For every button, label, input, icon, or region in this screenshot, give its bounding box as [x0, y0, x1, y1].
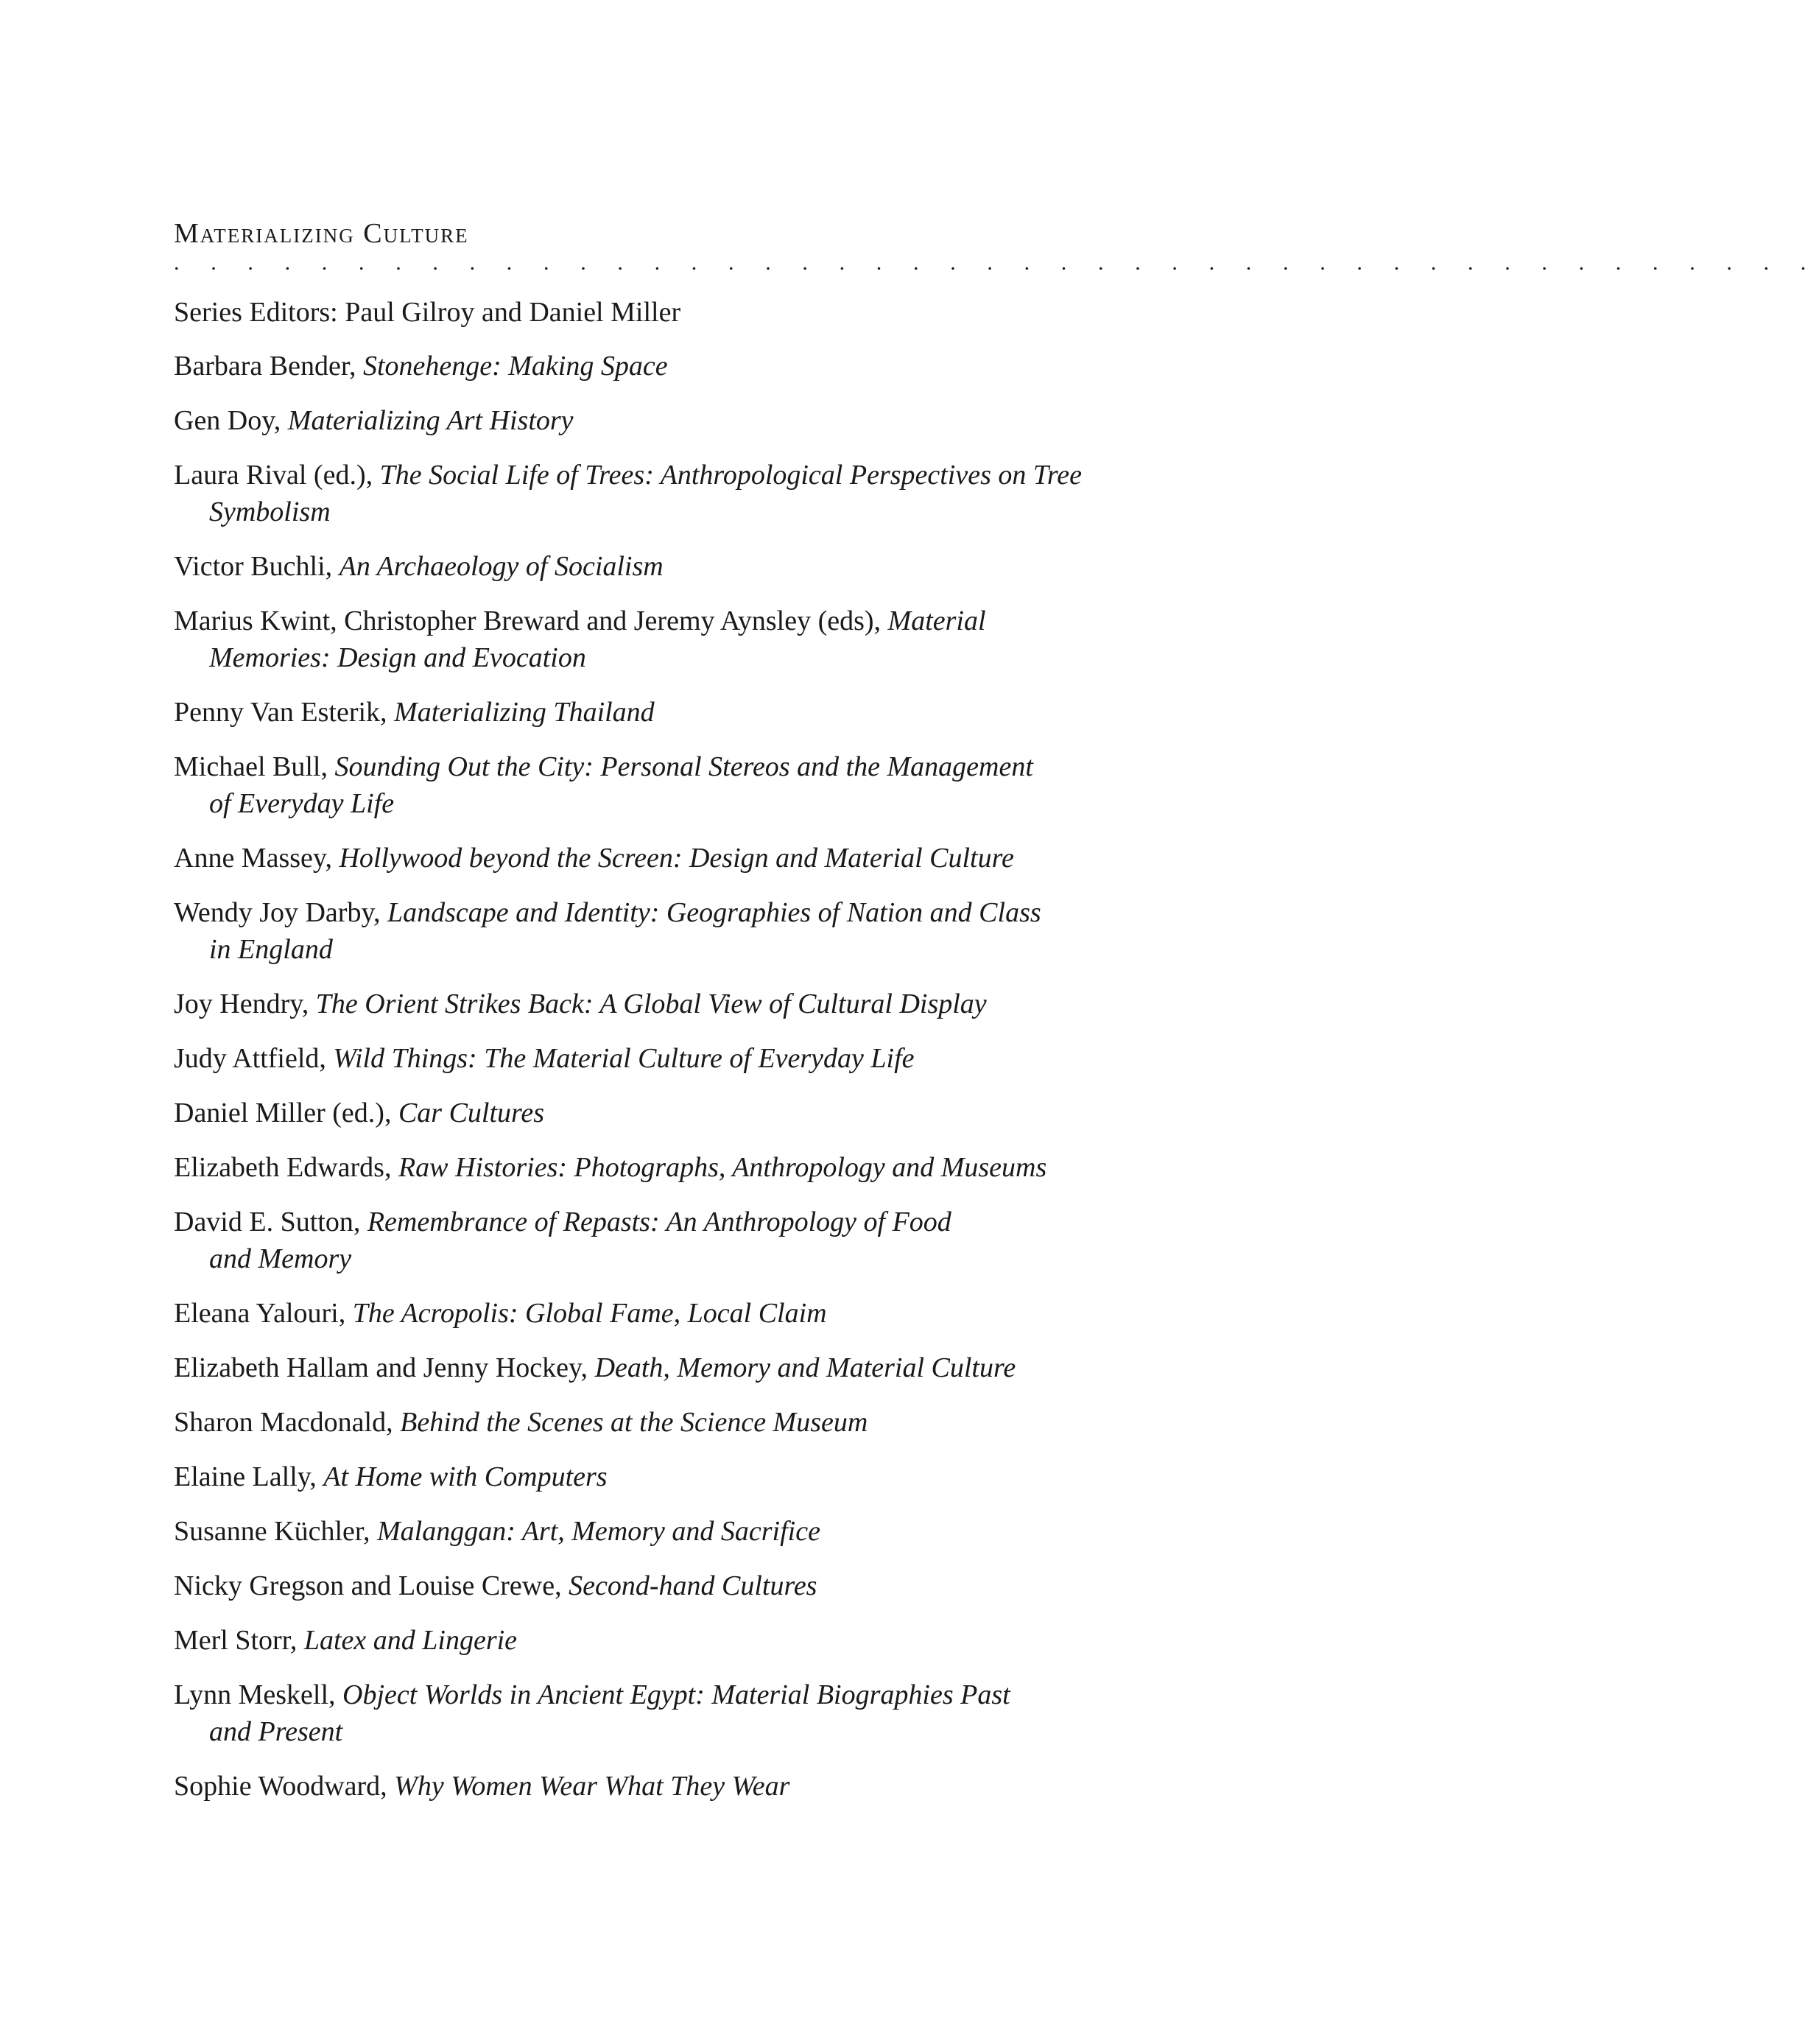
- book-author: Michael Bull,: [174, 751, 335, 782]
- book-entry: [174, 1768, 1190, 1805]
- book-author: Nicky Gregson and Louise Crewe,: [174, 1570, 569, 1601]
- book-title: An Archaeology of Socialism: [339, 551, 664, 582]
- book-author: Anne Massey,: [174, 843, 339, 874]
- book-entry: [174, 1567, 1190, 1604]
- book-title: Remembrance of Repasts: An Anthropology of Food: [367, 1207, 951, 1237]
- book-author: Victor Buchli,: [174, 551, 339, 582]
- book-author: Merl Storr,: [174, 1625, 304, 1656]
- dotted-rule: . . . . . . . . . . . . . . . . . . . . . . . . . . . . . . . . . . . . . . . . . . . . .: [174, 250, 1819, 275]
- book-title-continued: in England: [209, 934, 333, 965]
- book-entry: [174, 894, 1190, 968]
- book-entry: [174, 1404, 1190, 1441]
- book-title: Second-hand Cultures: [569, 1570, 817, 1601]
- book-entry: [174, 694, 1190, 731]
- book-title: Death, Memory and Material Culture: [594, 1352, 1016, 1383]
- book-author: Elaine Lally,: [174, 1461, 324, 1492]
- book-title-continued: of Everyday Life: [209, 788, 395, 819]
- book-author: Elizabeth Edwards,: [174, 1152, 398, 1183]
- book-title: Wild Things: The Material Culture of Everyday Life: [333, 1043, 915, 1074]
- series-title: Materializing Culture: [174, 218, 469, 249]
- book-entry: [174, 1676, 1190, 1750]
- book-entry: [174, 1513, 1190, 1550]
- book-entry: [174, 1622, 1190, 1659]
- book-entry: [174, 348, 1190, 384]
- book-title: The Acropolis: Global Fame, Local Claim: [352, 1298, 827, 1329]
- book-title: The Social Life of Trees: Anthropological Perspectives on Tree: [379, 460, 1083, 491]
- book-entry: [174, 1149, 1190, 1186]
- book-author: Gen Doy,: [174, 405, 288, 436]
- book-author: Barbara Bender,: [174, 351, 363, 382]
- book-entry: [174, 1349, 1190, 1386]
- book-author: Elizabeth Hallam and Jenny Hockey,: [174, 1352, 595, 1383]
- book-title: Raw Histories: Photographs, Anthropology and Museums: [398, 1152, 1047, 1183]
- book-title: The Orient Strikes Back: A Global View of Cultural Display: [315, 988, 987, 1019]
- book-entry: [174, 402, 1190, 439]
- book-entry: [174, 1458, 1190, 1495]
- book-entry: [174, 1204, 1190, 1277]
- book-author: David E. Sutton,: [174, 1207, 367, 1237]
- book-title: Why Women Wear What They Wear: [394, 1771, 790, 1802]
- series-editors: Series Editors: Paul Gilroy and Daniel Miller: [174, 297, 681, 328]
- series-header: [174, 218, 1819, 275]
- book-entry: [174, 1095, 1190, 1131]
- book-author: Sophie Woodward,: [174, 1771, 395, 1802]
- book-title: Material: [887, 605, 986, 636]
- book-title: Car Cultures: [398, 1097, 545, 1128]
- book-author: Joy Hendry,: [174, 988, 316, 1019]
- book-author: Susanne Küchler,: [174, 1516, 378, 1547]
- book-title: Object Worlds in Ancient Egypt: Material Biographies Past: [342, 1679, 1010, 1710]
- book-title: Latex and Lingerie: [303, 1625, 518, 1656]
- book-author: Penny Van Esterik,: [174, 697, 395, 728]
- book-entry: [174, 1295, 1190, 1332]
- book-list: [174, 348, 1190, 1822]
- book-author: Laura Rival (ed.),: [174, 460, 380, 491]
- book-entry: [174, 457, 1190, 530]
- book-title: Landscape and Identity: Geographies of Nation and Class: [387, 897, 1041, 928]
- book-entry: [174, 603, 1190, 676]
- book-author: Lynn Meskell,: [174, 1679, 343, 1710]
- book-title: Hollywood beyond the Screen: Design and Material Culture: [339, 843, 1014, 874]
- book-entry: [174, 748, 1190, 822]
- book-entry: [174, 548, 1190, 585]
- book-title-continued: Symbolism: [209, 496, 331, 527]
- book-title: At Home with Computers: [323, 1461, 608, 1492]
- book-entry: [174, 840, 1190, 877]
- book-title: Malanggan: Art, Memory and Sacrifice: [377, 1516, 820, 1547]
- book-title-continued: Memories: Design and Evocation: [209, 642, 586, 673]
- book-title-continued: and Memory: [209, 1243, 352, 1274]
- book-title: Behind the Scenes at the Science Museum: [400, 1407, 868, 1438]
- book-title: Sounding Out the City: Personal Stereos and the Management: [334, 751, 1033, 782]
- book-author: Eleana Yalouri,: [174, 1298, 353, 1329]
- book-title: Stonehenge: Making Space: [362, 351, 668, 382]
- book-author: Daniel Miller (ed.),: [174, 1097, 398, 1128]
- book-title: Materializing Thailand: [394, 697, 655, 728]
- book-author: Judy Attfield,: [174, 1043, 334, 1074]
- book-author: Marius Kwint, Christopher Breward and Jeremy Aynsley (eds),: [174, 605, 888, 636]
- book-entry: [174, 986, 1190, 1022]
- book-entry: [174, 1040, 1190, 1077]
- book-title: Materializing Art History: [287, 405, 574, 436]
- book-author: Wendy Joy Darby,: [174, 897, 387, 928]
- book-author: Sharon Macdonald,: [174, 1407, 401, 1438]
- book-title-continued: and Present: [209, 1716, 343, 1747]
